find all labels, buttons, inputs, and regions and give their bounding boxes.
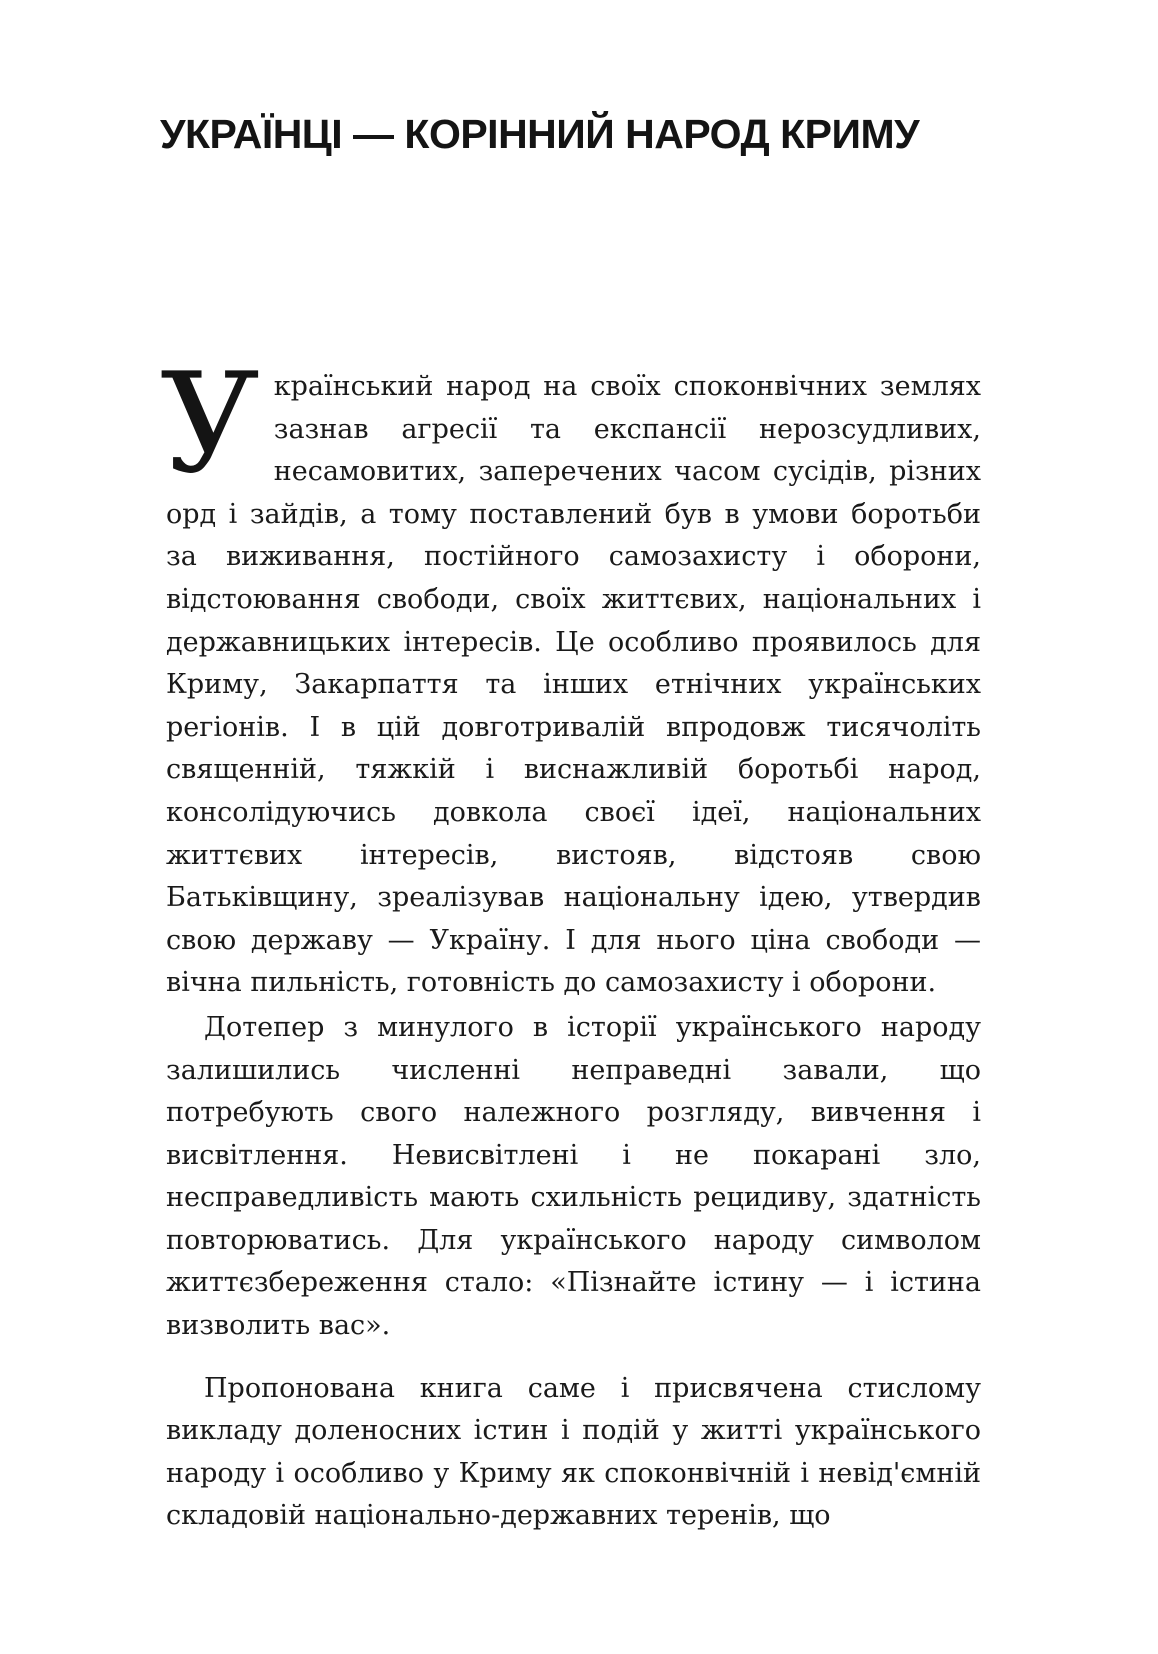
paragraph-1-text: країнський народ на своїх споконвічних землях зазнав агресії та експансії нерозсудливих, несамовитих, заперечених часом сусідів, різних орд і зайдів, а тому поставлений був в умови боротьби за виживання, постійного самозахисту і оборони, відстоювання свободи, своїх життєвих, національних і державницьких інтересів. Це особливо проявилось для Криму, Закарпаття та інших етнічних українських регіонів. І в цій довготривалій впродовж тисячоліть священній, тяжкій і виснажливій боротьбі народ, консолідуючись довкола своєї ідеї, національних життєвих інтересів, вистояв, відстояв свою Батьківщину, зреалізував національну ідею, утвердив свою державу — Україну. І для нього ціна свободи — вічна пильність, готовність до самозахисту і оборони. (166, 371, 981, 999)
drop-cap-letter: У (160, 343, 260, 504)
paragraph-3-text: Пропонована книга саме і присвячена стислому викладу доленосних істин і подій у житті українського народу і особливо у Криму як споконвічній і невід'ємній складовій національно-державних теренів, що (166, 1372, 981, 1532)
paragraph-1 (160, 343, 981, 1005)
paragraph-3 (166, 1368, 981, 1538)
paragraph-2-text: Дотепер з минулого в історії українського народу залишились численні неправедні завали, що потребують свого належного розгляду, вивчення і висвітлення. Невисвітлені і не покарані зло, несправедливість мають схильність рецидиву, здатність повторюватись. Для українського народу символом життєзбереження стало: «Пізнайте істину — і істина визволить вас». (166, 1011, 981, 1342)
chapter-body (160, 343, 981, 1538)
paragraph-2 (166, 1007, 981, 1348)
chapter-title: УКРАЇНЦІ — КОРІННИЙ НАРОД КРИМУ (160, 111, 920, 157)
